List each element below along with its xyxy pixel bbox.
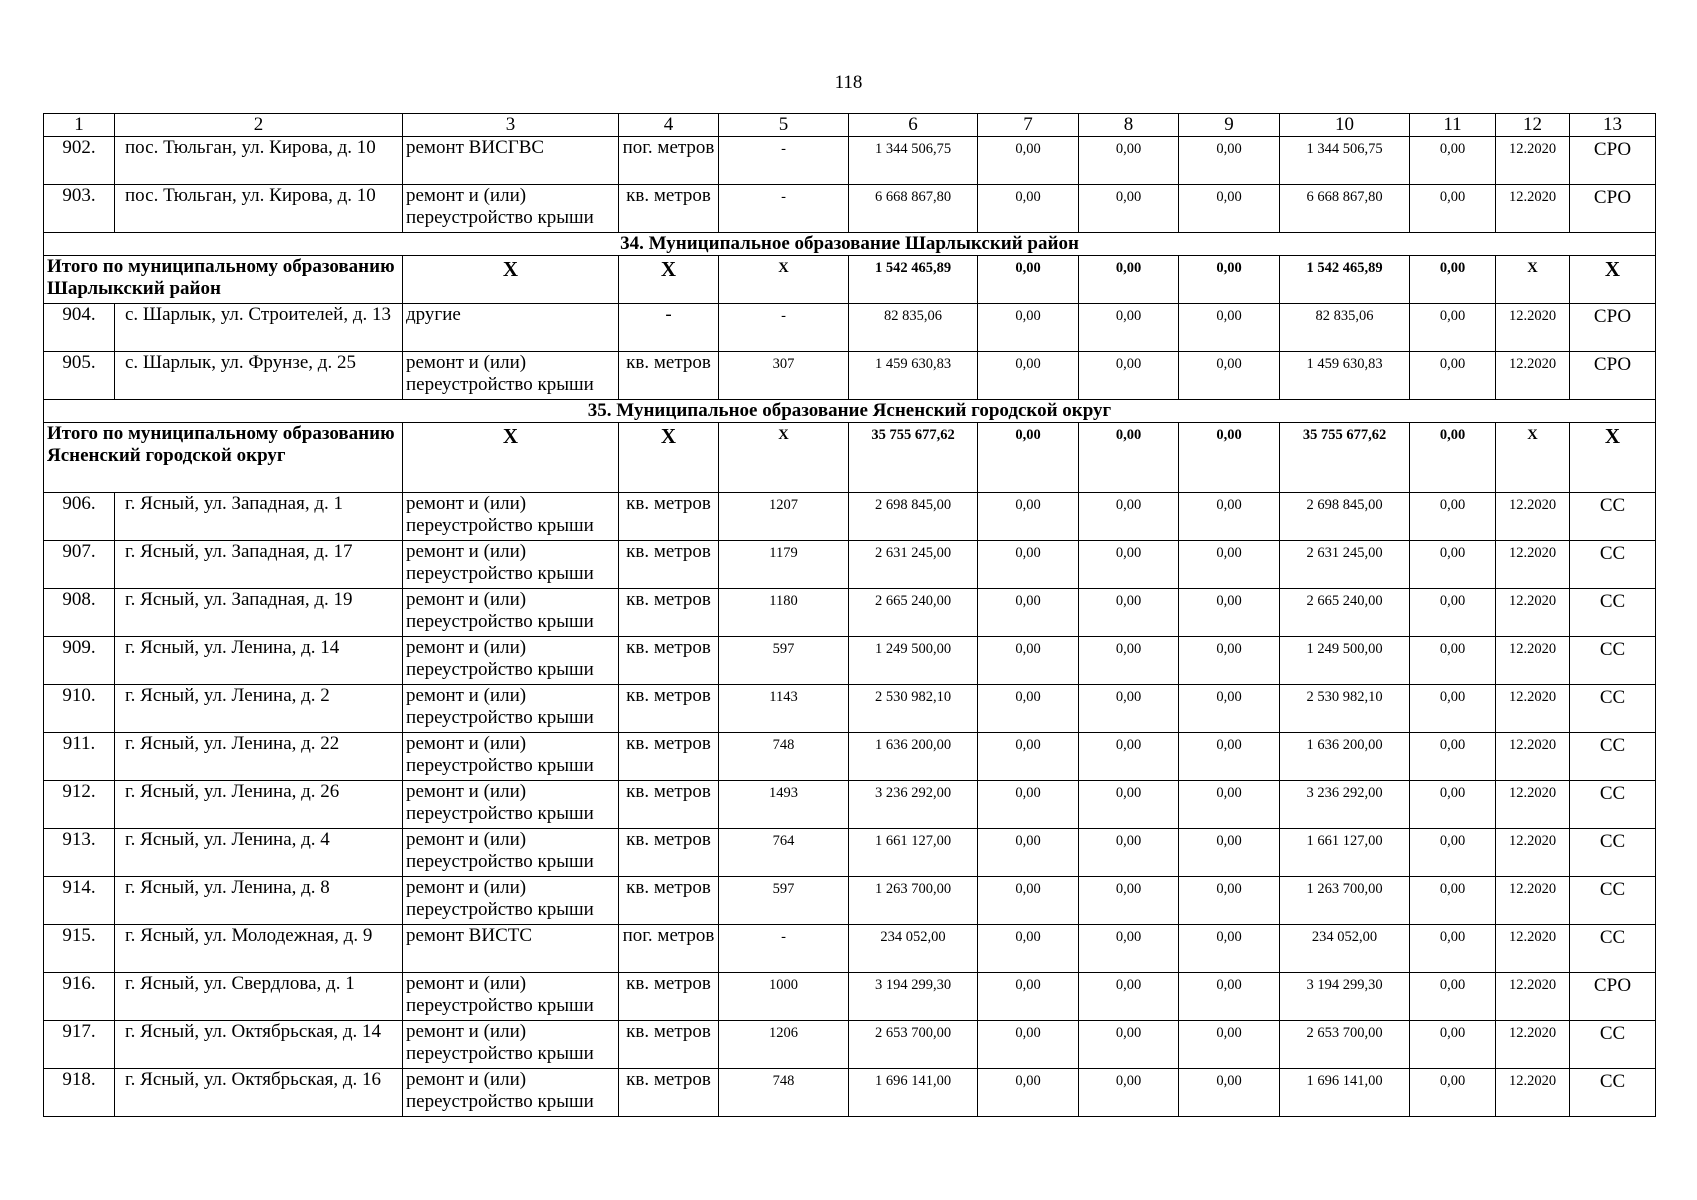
cell-fund-method: СС bbox=[1570, 877, 1656, 925]
cell-quantity: 1206 bbox=[719, 1021, 849, 1069]
cell-row-number: 908. bbox=[44, 589, 115, 637]
cell-completion-date: 12.2020 bbox=[1496, 185, 1570, 233]
cell-quantity: 1143 bbox=[719, 685, 849, 733]
cell-amount: 0,00 bbox=[978, 685, 1079, 733]
cell-row-number: 916. bbox=[44, 973, 115, 1021]
cell-amount: 0,00 bbox=[978, 256, 1079, 304]
cell-amount: 1 542 465,89 bbox=[849, 256, 978, 304]
cell-unit: кв. метров bbox=[619, 1069, 719, 1117]
cell-amount: 0,00 bbox=[978, 304, 1079, 352]
cell-row-number: 913. bbox=[44, 829, 115, 877]
cell-amount: 0,00 bbox=[1079, 256, 1179, 304]
cell-quantity: 1180 bbox=[719, 589, 849, 637]
cell-amount: 0,00 bbox=[1410, 1021, 1496, 1069]
cell-amount: 0,00 bbox=[1079, 493, 1179, 541]
cell-amount: 2 653 700,00 bbox=[1280, 1021, 1410, 1069]
cell-address: г. Ясный, ул. Ленина, д. 8 bbox=[115, 877, 403, 925]
table-row bbox=[44, 781, 1656, 829]
cell-amount: 0,00 bbox=[1410, 925, 1496, 973]
cell-unit: кв. метров bbox=[619, 685, 719, 733]
cell-row-number: 918. bbox=[44, 1069, 115, 1117]
cell-work-type: ремонт и (или) переустройство крыши bbox=[403, 973, 619, 1021]
cell-amount: 0,00 bbox=[1179, 973, 1280, 1021]
cell-quantity: 1000 bbox=[719, 973, 849, 1021]
cell-amount: 2 698 845,00 bbox=[1280, 493, 1410, 541]
cell-completion-date: 12.2020 bbox=[1496, 304, 1570, 352]
section-heading-row bbox=[44, 233, 1656, 256]
cell-not-applicable: Х bbox=[1570, 256, 1656, 304]
table-row bbox=[44, 925, 1656, 973]
cell-amount: 2 653 700,00 bbox=[849, 1021, 978, 1069]
cell-row-number: 909. bbox=[44, 637, 115, 685]
cell-fund-method: СС bbox=[1570, 781, 1656, 829]
cell-address: г. Ясный, ул. Западная, д. 1 bbox=[115, 493, 403, 541]
cell-amount: 0,00 bbox=[1179, 877, 1280, 925]
cell-completion-date: 12.2020 bbox=[1496, 1069, 1570, 1117]
cell-work-type: ремонт и (или) переустройство крыши bbox=[403, 733, 619, 781]
cell-not-applicable: Х bbox=[619, 256, 719, 304]
cell-completion-date: 12.2020 bbox=[1496, 493, 1570, 541]
cell-row-number: 917. bbox=[44, 1021, 115, 1069]
cell-address: г. Ясный, ул. Ленина, д. 14 bbox=[115, 637, 403, 685]
cell-address: г. Ясный, ул. Ленина, д. 4 bbox=[115, 829, 403, 877]
cell-fund-method: СРО bbox=[1570, 137, 1656, 185]
cell-amount: 0,00 bbox=[1079, 1069, 1179, 1117]
cell-address: с. Шарлык, ул. Строителей, д. 13 bbox=[115, 304, 403, 352]
cell-amount: 0,00 bbox=[1079, 589, 1179, 637]
cell-amount: 0,00 bbox=[1079, 304, 1179, 352]
cell-work-type: ремонт и (или) переустройство крыши bbox=[403, 685, 619, 733]
cell-amount: 82 835,06 bbox=[849, 304, 978, 352]
cell-amount: 0,00 bbox=[1179, 185, 1280, 233]
cell-fund-method: СС bbox=[1570, 925, 1656, 973]
cell-not-applicable: Х bbox=[403, 423, 619, 493]
cell-unit: - bbox=[619, 304, 719, 352]
cell-amount: 0,00 bbox=[1410, 256, 1496, 304]
cell-completion-date: 12.2020 bbox=[1496, 829, 1570, 877]
column-header: 12 bbox=[1496, 114, 1570, 137]
cell-address: г. Ясный, ул. Свердлова, д. 1 bbox=[115, 973, 403, 1021]
cell-work-type: другие bbox=[403, 304, 619, 352]
cell-quantity: 748 bbox=[719, 1069, 849, 1117]
cell-fund-method: СРО bbox=[1570, 304, 1656, 352]
table-row bbox=[44, 877, 1656, 925]
cell-address: г. Ясный, ул. Ленина, д. 2 bbox=[115, 685, 403, 733]
cell-amount: 0,00 bbox=[1079, 829, 1179, 877]
cell-quantity: 764 bbox=[719, 829, 849, 877]
cell-amount: 0,00 bbox=[1179, 589, 1280, 637]
cell-fund-method: СС bbox=[1570, 685, 1656, 733]
column-header: 9 bbox=[1179, 114, 1280, 137]
cell-address: г. Ясный, ул. Молодежная, д. 9 bbox=[115, 925, 403, 973]
cell-row-number: 914. bbox=[44, 877, 115, 925]
cell-quantity: 1493 bbox=[719, 781, 849, 829]
cell-fund-method: СРО bbox=[1570, 185, 1656, 233]
cell-amount: 1 344 506,75 bbox=[1280, 137, 1410, 185]
column-header: 5 bbox=[719, 114, 849, 137]
cell-work-type: ремонт и (или) переустройство крыши bbox=[403, 781, 619, 829]
cell-amount: 234 052,00 bbox=[849, 925, 978, 973]
cell-amount: 0,00 bbox=[1179, 352, 1280, 400]
cell-work-type: ремонт и (или) переустройство крыши bbox=[403, 541, 619, 589]
cell-address: пос. Тюльган, ул. Кирова, д. 10 bbox=[115, 185, 403, 233]
cell-amount: 0,00 bbox=[1410, 1069, 1496, 1117]
cell-amount: 0,00 bbox=[1179, 423, 1280, 493]
cell-amount: 0,00 bbox=[978, 493, 1079, 541]
column-header: 1 bbox=[44, 114, 115, 137]
cell-amount: 3 194 299,30 bbox=[849, 973, 978, 1021]
cell-amount: 3 236 292,00 bbox=[1280, 781, 1410, 829]
cell-fund-method: СС bbox=[1570, 589, 1656, 637]
cell-fund-method: СРО bbox=[1570, 352, 1656, 400]
capital-repair-table bbox=[43, 113, 1656, 1117]
cell-amount: 0,00 bbox=[1410, 637, 1496, 685]
subtotal-label: Итого по муниципальному образованию Шарлыкский район bbox=[44, 256, 403, 304]
cell-address: г. Ясный, ул. Октябрьская, д. 14 bbox=[115, 1021, 403, 1069]
cell-quantity: 748 bbox=[719, 733, 849, 781]
cell-row-number: 912. bbox=[44, 781, 115, 829]
cell-unit: кв. метров bbox=[619, 541, 719, 589]
cell-amount: 0,00 bbox=[978, 423, 1079, 493]
cell-amount: 0,00 bbox=[1410, 423, 1496, 493]
cell-completion-date: 12.2020 bbox=[1496, 781, 1570, 829]
cell-work-type: ремонт и (или) переустройство крыши bbox=[403, 637, 619, 685]
cell-amount: 6 668 867,80 bbox=[1280, 185, 1410, 233]
cell-row-number: 915. bbox=[44, 925, 115, 973]
cell-fund-method: СС bbox=[1570, 637, 1656, 685]
cell-unit: пог. метров bbox=[619, 137, 719, 185]
cell-amount: 0,00 bbox=[1410, 493, 1496, 541]
subtotal-row bbox=[44, 423, 1656, 493]
cell-unit: кв. метров bbox=[619, 877, 719, 925]
cell-amount: 0,00 bbox=[1410, 877, 1496, 925]
cell-address: г. Ясный, ул. Ленина, д. 22 bbox=[115, 733, 403, 781]
cell-amount: 0,00 bbox=[1179, 829, 1280, 877]
cell-not-applicable: Х bbox=[403, 256, 619, 304]
cell-unit: кв. метров bbox=[619, 589, 719, 637]
cell-quantity: - bbox=[719, 304, 849, 352]
cell-amount: 1 459 630,83 bbox=[1280, 352, 1410, 400]
cell-quantity: 597 bbox=[719, 637, 849, 685]
cell-amount: 0,00 bbox=[1179, 493, 1280, 541]
table-body bbox=[44, 114, 1656, 1117]
cell-amount: 0,00 bbox=[1079, 877, 1179, 925]
cell-row-number: 911. bbox=[44, 733, 115, 781]
column-header: 4 bbox=[619, 114, 719, 137]
cell-not-applicable: Х bbox=[1570, 423, 1656, 493]
cell-work-type: ремонт ВИСГВС bbox=[403, 137, 619, 185]
cell-unit: кв. метров bbox=[619, 973, 719, 1021]
table-row bbox=[44, 1069, 1656, 1117]
table-row bbox=[44, 733, 1656, 781]
cell-amount: 2 665 240,00 bbox=[1280, 589, 1410, 637]
cell-unit: кв. метров bbox=[619, 185, 719, 233]
cell-amount: 0,00 bbox=[1079, 685, 1179, 733]
cell-amount: 0,00 bbox=[978, 1021, 1079, 1069]
cell-row-number: 902. bbox=[44, 137, 115, 185]
cell-quantity: - bbox=[719, 185, 849, 233]
cell-amount: 0,00 bbox=[978, 973, 1079, 1021]
cell-quantity: 597 bbox=[719, 877, 849, 925]
cell-amount: 3 236 292,00 bbox=[849, 781, 978, 829]
cell-amount: 0,00 bbox=[1079, 137, 1179, 185]
cell-amount: 0,00 bbox=[978, 925, 1079, 973]
cell-fund-method: СС bbox=[1570, 1069, 1656, 1117]
cell-completion-date: 12.2020 bbox=[1496, 1021, 1570, 1069]
cell-amount: 0,00 bbox=[978, 733, 1079, 781]
cell-amount: 0,00 bbox=[1410, 733, 1496, 781]
cell-amount: 0,00 bbox=[1179, 733, 1280, 781]
table-row bbox=[44, 829, 1656, 877]
cell-amount: 0,00 bbox=[978, 137, 1079, 185]
cell-work-type: ремонт ВИСТС bbox=[403, 925, 619, 973]
cell-amount: 0,00 bbox=[1410, 304, 1496, 352]
column-number-row bbox=[44, 114, 1656, 137]
cell-amount: 1 661 127,00 bbox=[1280, 829, 1410, 877]
cell-work-type: ремонт и (или) переустройство крыши bbox=[403, 185, 619, 233]
cell-work-type: ремонт и (или) переустройство крыши bbox=[403, 352, 619, 400]
column-header: 7 bbox=[978, 114, 1079, 137]
table-row bbox=[44, 541, 1656, 589]
cell-amount: 3 194 299,30 bbox=[1280, 973, 1410, 1021]
cell-amount: 1 696 141,00 bbox=[849, 1069, 978, 1117]
cell-work-type: ремонт и (или) переустройство крыши bbox=[403, 829, 619, 877]
cell-amount: 0,00 bbox=[1410, 781, 1496, 829]
cell-amount: 0,00 bbox=[978, 352, 1079, 400]
cell-amount: 0,00 bbox=[1410, 973, 1496, 1021]
cell-amount: 0,00 bbox=[1079, 541, 1179, 589]
cell-amount: 0,00 bbox=[1179, 781, 1280, 829]
cell-amount: 0,00 bbox=[1079, 637, 1179, 685]
cell-not-applicable: Х bbox=[1496, 256, 1570, 304]
cell-amount: 0,00 bbox=[978, 541, 1079, 589]
column-header: 8 bbox=[1079, 114, 1179, 137]
cell-row-number: 904. bbox=[44, 304, 115, 352]
section-title: 35. Муниципальное образование Ясненский городской округ bbox=[44, 400, 1656, 423]
cell-quantity: 1207 bbox=[719, 493, 849, 541]
cell-fund-method: СРО bbox=[1570, 973, 1656, 1021]
cell-amount: 35 755 677,62 bbox=[1280, 423, 1410, 493]
cell-amount: 1 661 127,00 bbox=[849, 829, 978, 877]
cell-amount: 1 696 141,00 bbox=[1280, 1069, 1410, 1117]
cell-amount: 0,00 bbox=[1079, 925, 1179, 973]
section-title: 34. Муниципальное образование Шарлыкский район bbox=[44, 233, 1656, 256]
cell-completion-date: 12.2020 bbox=[1496, 733, 1570, 781]
cell-work-type: ремонт и (или) переустройство крыши bbox=[403, 877, 619, 925]
cell-completion-date: 12.2020 bbox=[1496, 352, 1570, 400]
cell-amount: 0,00 bbox=[978, 1069, 1079, 1117]
cell-row-number: 910. bbox=[44, 685, 115, 733]
cell-fund-method: СС bbox=[1570, 829, 1656, 877]
table-row bbox=[44, 304, 1656, 352]
cell-amount: 0,00 bbox=[1179, 1021, 1280, 1069]
cell-amount: 0,00 bbox=[1410, 829, 1496, 877]
cell-unit: кв. метров bbox=[619, 733, 719, 781]
cell-completion-date: 12.2020 bbox=[1496, 637, 1570, 685]
cell-work-type: ремонт и (или) переустройство крыши bbox=[403, 1069, 619, 1117]
cell-address: г. Ясный, ул. Ленина, д. 26 bbox=[115, 781, 403, 829]
column-header: 3 bbox=[403, 114, 619, 137]
cell-not-applicable: Х bbox=[619, 423, 719, 493]
cell-amount: 0,00 bbox=[1179, 637, 1280, 685]
cell-amount: 2 698 845,00 bbox=[849, 493, 978, 541]
cell-unit: кв. метров bbox=[619, 493, 719, 541]
cell-amount: 0,00 bbox=[1410, 137, 1496, 185]
cell-completion-date: 12.2020 bbox=[1496, 877, 1570, 925]
cell-amount: 0,00 bbox=[978, 589, 1079, 637]
cell-work-type: ремонт и (или) переустройство крыши bbox=[403, 589, 619, 637]
table-row bbox=[44, 637, 1656, 685]
cell-amount: 1 263 700,00 bbox=[849, 877, 978, 925]
cell-unit: пог. метров bbox=[619, 925, 719, 973]
cell-unit: кв. метров bbox=[619, 352, 719, 400]
cell-amount: 1 459 630,83 bbox=[849, 352, 978, 400]
table-row bbox=[44, 685, 1656, 733]
column-header: 10 bbox=[1280, 114, 1410, 137]
cell-completion-date: 12.2020 bbox=[1496, 925, 1570, 973]
cell-fund-method: СС bbox=[1570, 493, 1656, 541]
cell-not-applicable: Х bbox=[719, 256, 849, 304]
cell-quantity: 307 bbox=[719, 352, 849, 400]
table-row bbox=[44, 493, 1656, 541]
table-row bbox=[44, 589, 1656, 637]
subtotal-row bbox=[44, 256, 1656, 304]
table-row bbox=[44, 185, 1656, 233]
cell-not-applicable: Х bbox=[719, 423, 849, 493]
table-row bbox=[44, 137, 1656, 185]
cell-amount: 2 530 982,10 bbox=[1280, 685, 1410, 733]
cell-work-type: ремонт и (или) переустройство крыши bbox=[403, 493, 619, 541]
cell-amount: 1 249 500,00 bbox=[1280, 637, 1410, 685]
cell-amount: 0,00 bbox=[1179, 304, 1280, 352]
cell-amount: 0,00 bbox=[1179, 925, 1280, 973]
cell-amount: 0,00 bbox=[1410, 185, 1496, 233]
cell-amount: 1 263 700,00 bbox=[1280, 877, 1410, 925]
column-header: 6 bbox=[849, 114, 978, 137]
cell-amount: 0,00 bbox=[1410, 541, 1496, 589]
cell-address: г. Ясный, ул. Западная, д. 17 bbox=[115, 541, 403, 589]
cell-amount: 0,00 bbox=[1179, 137, 1280, 185]
cell-quantity: 1179 bbox=[719, 541, 849, 589]
cell-fund-method: СС bbox=[1570, 541, 1656, 589]
cell-fund-method: СС bbox=[1570, 733, 1656, 781]
cell-amount: 0,00 bbox=[978, 637, 1079, 685]
cell-amount: 35 755 677,62 bbox=[849, 423, 978, 493]
cell-amount: 2 631 245,00 bbox=[849, 541, 978, 589]
cell-amount: 1 542 465,89 bbox=[1280, 256, 1410, 304]
table-row bbox=[44, 973, 1656, 1021]
cell-row-number: 903. bbox=[44, 185, 115, 233]
cell-amount: 1 636 200,00 bbox=[849, 733, 978, 781]
cell-amount: 0,00 bbox=[978, 185, 1079, 233]
column-header: 13 bbox=[1570, 114, 1656, 137]
cell-completion-date: 12.2020 bbox=[1496, 137, 1570, 185]
cell-amount: 0,00 bbox=[1179, 256, 1280, 304]
cell-amount: 1 636 200,00 bbox=[1280, 733, 1410, 781]
subtotal-label: Итого по муниципальному образованию Ясненский городской округ bbox=[44, 423, 403, 493]
column-header: 11 bbox=[1410, 114, 1496, 137]
cell-completion-date: 12.2020 bbox=[1496, 973, 1570, 1021]
cell-row-number: 906. bbox=[44, 493, 115, 541]
cell-not-applicable: Х bbox=[1496, 423, 1570, 493]
cell-amount: 0,00 bbox=[1410, 352, 1496, 400]
cell-quantity: - bbox=[719, 925, 849, 973]
cell-unit: кв. метров bbox=[619, 637, 719, 685]
cell-address: г. Ясный, ул. Октябрьская, д. 16 bbox=[115, 1069, 403, 1117]
cell-amount: 0,00 bbox=[1179, 1069, 1280, 1117]
column-header: 2 bbox=[115, 114, 403, 137]
cell-row-number: 907. bbox=[44, 541, 115, 589]
cell-unit: кв. метров bbox=[619, 781, 719, 829]
cell-amount: 0,00 bbox=[1179, 541, 1280, 589]
cell-amount: 1 344 506,75 bbox=[849, 137, 978, 185]
cell-address: пос. Тюльган, ул. Кирова, д. 10 bbox=[115, 137, 403, 185]
cell-address: г. Ясный, ул. Западная, д. 19 bbox=[115, 589, 403, 637]
cell-amount: 0,00 bbox=[978, 829, 1079, 877]
cell-amount: 234 052,00 bbox=[1280, 925, 1410, 973]
table-row bbox=[44, 352, 1656, 400]
cell-fund-method: СС bbox=[1570, 1021, 1656, 1069]
cell-completion-date: 12.2020 bbox=[1496, 541, 1570, 589]
cell-row-number: 905. bbox=[44, 352, 115, 400]
cell-amount: 0,00 bbox=[1410, 589, 1496, 637]
cell-unit: кв. метров bbox=[619, 1021, 719, 1069]
cell-amount: 0,00 bbox=[1079, 1021, 1179, 1069]
cell-amount: 0,00 bbox=[1079, 185, 1179, 233]
cell-amount: 1 249 500,00 bbox=[849, 637, 978, 685]
cell-amount: 6 668 867,80 bbox=[849, 185, 978, 233]
table-row bbox=[44, 1021, 1656, 1069]
cell-amount: 0,00 bbox=[1079, 423, 1179, 493]
cell-amount: 0,00 bbox=[1079, 781, 1179, 829]
cell-amount: 2 530 982,10 bbox=[849, 685, 978, 733]
cell-amount: 2 631 245,00 bbox=[1280, 541, 1410, 589]
cell-completion-date: 12.2020 bbox=[1496, 685, 1570, 733]
cell-amount: 82 835,06 bbox=[1280, 304, 1410, 352]
cell-amount: 0,00 bbox=[1179, 685, 1280, 733]
cell-amount: 0,00 bbox=[1079, 973, 1179, 1021]
page-number: 118 bbox=[834, 72, 863, 93]
cell-amount: 0,00 bbox=[978, 781, 1079, 829]
cell-amount: 2 665 240,00 bbox=[849, 589, 978, 637]
cell-unit: кв. метров bbox=[619, 829, 719, 877]
cell-completion-date: 12.2020 bbox=[1496, 589, 1570, 637]
cell-amount: 0,00 bbox=[978, 877, 1079, 925]
cell-work-type: ремонт и (или) переустройство крыши bbox=[403, 1021, 619, 1069]
cell-address: с. Шарлык, ул. Фрунзе, д. 25 bbox=[115, 352, 403, 400]
cell-amount: 0,00 bbox=[1079, 352, 1179, 400]
cell-quantity: - bbox=[719, 137, 849, 185]
cell-amount: 0,00 bbox=[1410, 685, 1496, 733]
section-heading-row bbox=[44, 400, 1656, 423]
cell-amount: 0,00 bbox=[1079, 733, 1179, 781]
